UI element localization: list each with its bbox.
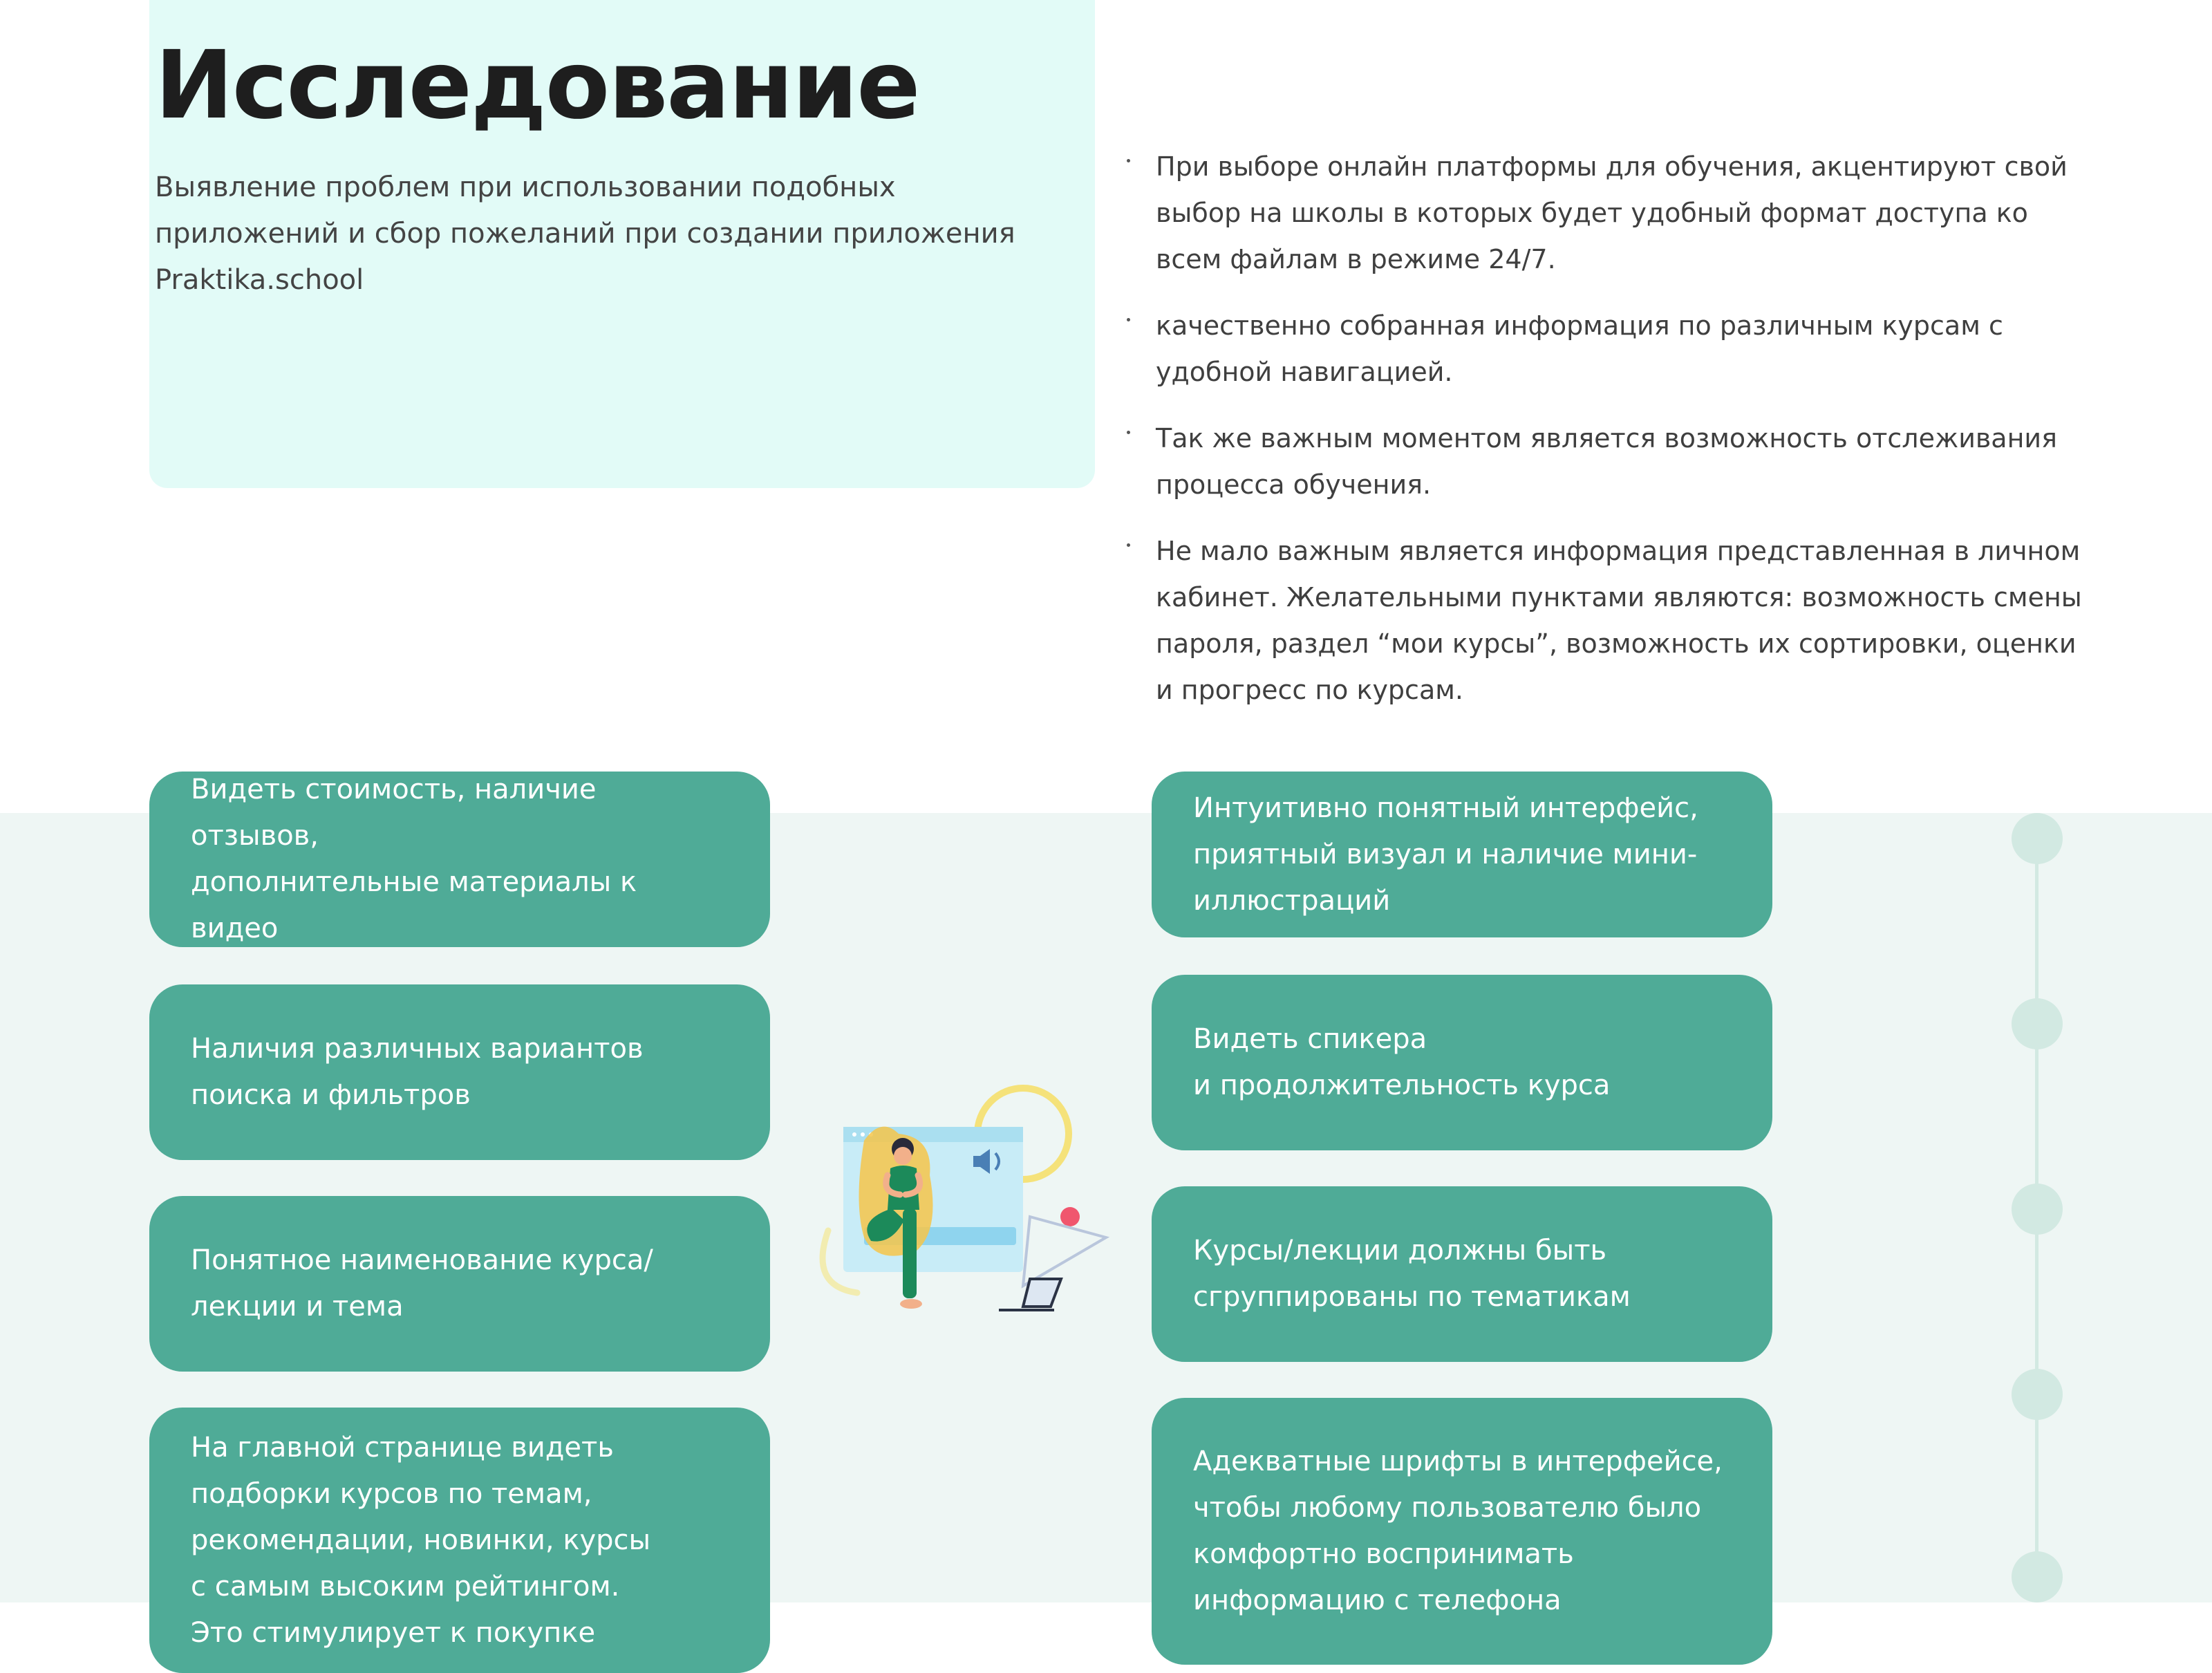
yoga-video-illustration xyxy=(816,1078,1113,1334)
bullet-dot-icon xyxy=(1127,543,1130,547)
finding-text: Так же важным моментом является возможность отслеживания процесса обучения. xyxy=(1156,423,2057,500)
wish-card-intuitive-ui xyxy=(1152,772,1772,937)
finding-item xyxy=(1120,144,2088,283)
laptop-icon xyxy=(1023,1279,1061,1307)
wish-card-text: Курсы/лекции должны быть сгруппированы по тематикам xyxy=(1193,1235,1631,1313)
wish-card-text: Видеть стоимость, наличие отзывов, дополнительные материалы к видео xyxy=(191,774,637,944)
wish-card-text: Наличия различных вариантов поиска и фильтров xyxy=(191,1033,644,1111)
wish-card-grouped-topics xyxy=(1152,1186,1772,1362)
timeline-dot xyxy=(2012,1551,2063,1602)
triangle-icon xyxy=(1023,1217,1106,1286)
finding-text: качественно собранная информация по различным курсам с удобной навигацией. xyxy=(1156,310,2003,387)
ball-icon xyxy=(1060,1207,1080,1226)
wish-card-text: Интуитивно понятный интерфейс, приятный визуал и наличие мини- иллюстраций xyxy=(1193,792,1698,917)
finding-text: При выборе онлайн платформы для обучения, акцентируют свой выбор на школы в которых будет удобный формат доступа ко всем файлам в режиме 24/7. xyxy=(1156,151,2068,274)
wish-card-search-filters xyxy=(149,984,770,1160)
finding-item xyxy=(1120,415,2088,508)
wish-card-home-collections xyxy=(149,1408,770,1673)
timeline-dot xyxy=(2012,1184,2063,1235)
wish-card-readable-fonts xyxy=(1152,1398,1772,1665)
bullet-dot-icon xyxy=(1127,159,1130,162)
finding-text: Не мало важным является информация представленная в личном кабинет. Желательными пунктами являются: возможность смены пароля, раздел “мои курсы”, возможность их сортировки, оценки и прогресс по курсам. xyxy=(1156,536,2082,705)
wish-card-clear-naming xyxy=(149,1196,770,1372)
timeline-dot xyxy=(2012,813,2063,864)
wish-card-price-reviews xyxy=(149,772,770,947)
timeline-dot xyxy=(2012,1369,2063,1420)
wish-card-text: На главной странице видеть подборки курсов по темам, рекомендации, новинки, курсы с самым высоким рейтингом. Это стимулирует к покупке xyxy=(191,1431,651,1649)
wish-card-text: Понятное наименование курса/ лекции и тема xyxy=(191,1244,653,1322)
findings-list xyxy=(1120,144,2088,713)
bullet-dot-icon xyxy=(1127,318,1130,321)
person-body-icon xyxy=(888,1166,919,1210)
finding-item xyxy=(1120,528,2088,713)
page-title: Исследование xyxy=(155,31,919,140)
bullet-dot-icon xyxy=(1127,431,1130,434)
finding-item xyxy=(1120,303,2088,395)
timeline-dot xyxy=(2012,998,2063,1049)
wish-card-speaker-duration xyxy=(1152,975,1772,1150)
wish-card-text: Адекватные шрифты в интерфейсе, чтобы любому пользователю было комфортно воспринимать информацию с телефона xyxy=(1193,1446,1723,1616)
wish-card-text: Видеть спикера и продолжительность курса xyxy=(1193,1023,1611,1101)
page-subtitle: Выявление проблем при использовании подобных приложений и сбор пожеланий при создании приложения Praktika.school xyxy=(155,171,1015,296)
